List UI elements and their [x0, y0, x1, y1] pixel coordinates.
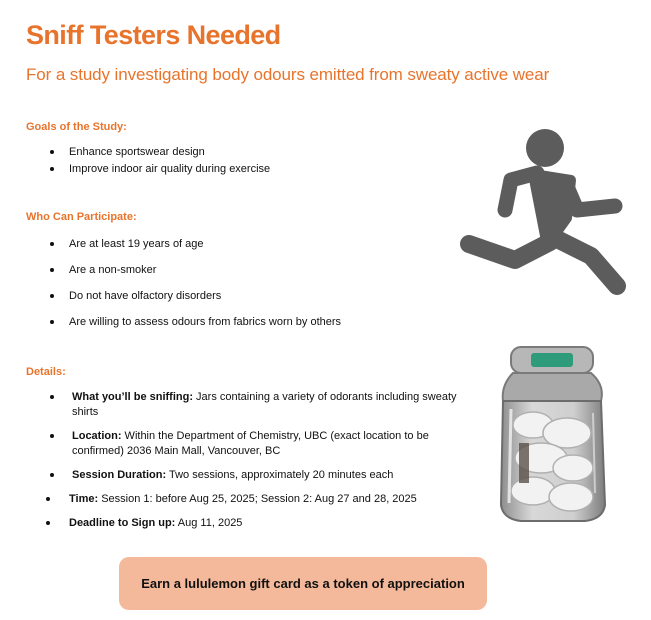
goals-list [69, 145, 270, 179]
bullet [46, 521, 50, 525]
detail-item [26, 429, 476, 459]
participate-item: Are at least 19 years of age [69, 237, 341, 252]
participate-heading: Who Can Participate: [26, 211, 137, 223]
detail-label: Time: [69, 493, 99, 505]
running-person-icon [455, 118, 630, 298]
bullet [50, 434, 54, 438]
detail-item [26, 492, 476, 507]
detail-text: Two sessions, approximately 20 minutes each [166, 469, 394, 481]
detail-label: What you’ll be sniffing: [72, 391, 193, 403]
page-title: Sniff Testers Needed [26, 20, 281, 50]
details-heading: Details: [26, 366, 66, 378]
participate-item: Are willing to assess odours from fabrics worn by others [69, 316, 342, 328]
page-subtitle: For a study investigating body odours emitted from sweaty active wear [26, 65, 550, 84]
participate-list [69, 237, 341, 341]
detail-text: Jars containing a variety of odorants including sweaty shirts [72, 391, 457, 418]
glass-jar-photo [497, 343, 612, 525]
gift-card-text: Earn a lululemon gift card as a token of appreciation [141, 576, 465, 591]
detail-text: Session 1: before Aug 25, 2025; Session 2: Aug 27 and 28, 2025 [98, 493, 417, 505]
detail-label: Location: [72, 430, 122, 442]
bullet [46, 497, 50, 501]
detail-item [26, 468, 476, 483]
goal-item: Improve indoor air quality during exercise [69, 163, 271, 175]
detail-item [26, 516, 476, 531]
detail-label: Deadline to Sign up: [69, 517, 176, 529]
goal-item: Enhance sportswear design [69, 145, 270, 160]
participate-item: Do not have olfactory disorders [69, 289, 341, 304]
gift-card-banner [119, 557, 487, 610]
bullet [50, 473, 54, 477]
detail-text: Aug 11, 2025 [175, 517, 243, 529]
participate-item: Are a non-smoker [69, 263, 341, 278]
detail-item [26, 390, 476, 420]
goals-heading: Goals of the Study: [26, 121, 127, 133]
detail-text: Within the Department of Chemistry, UBC (exact location to be confirmed) 2036 Main Mall, Vancouver, BC [72, 430, 429, 457]
detail-label: Session Duration: [72, 469, 167, 481]
details-list [26, 390, 476, 540]
